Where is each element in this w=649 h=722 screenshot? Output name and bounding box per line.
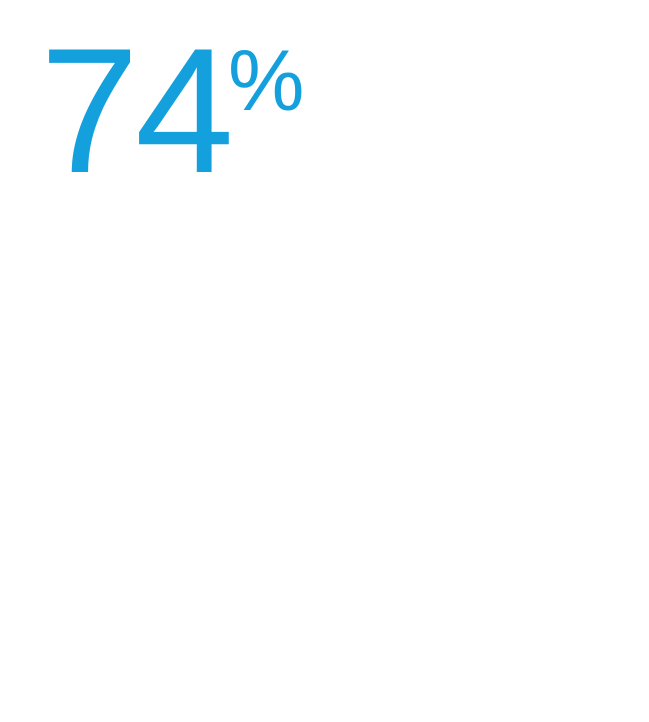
- stat-value: 74: [40, 11, 230, 210]
- percentage-stat: [40, 11, 305, 210]
- stat-percent-symbol: %: [228, 33, 305, 129]
